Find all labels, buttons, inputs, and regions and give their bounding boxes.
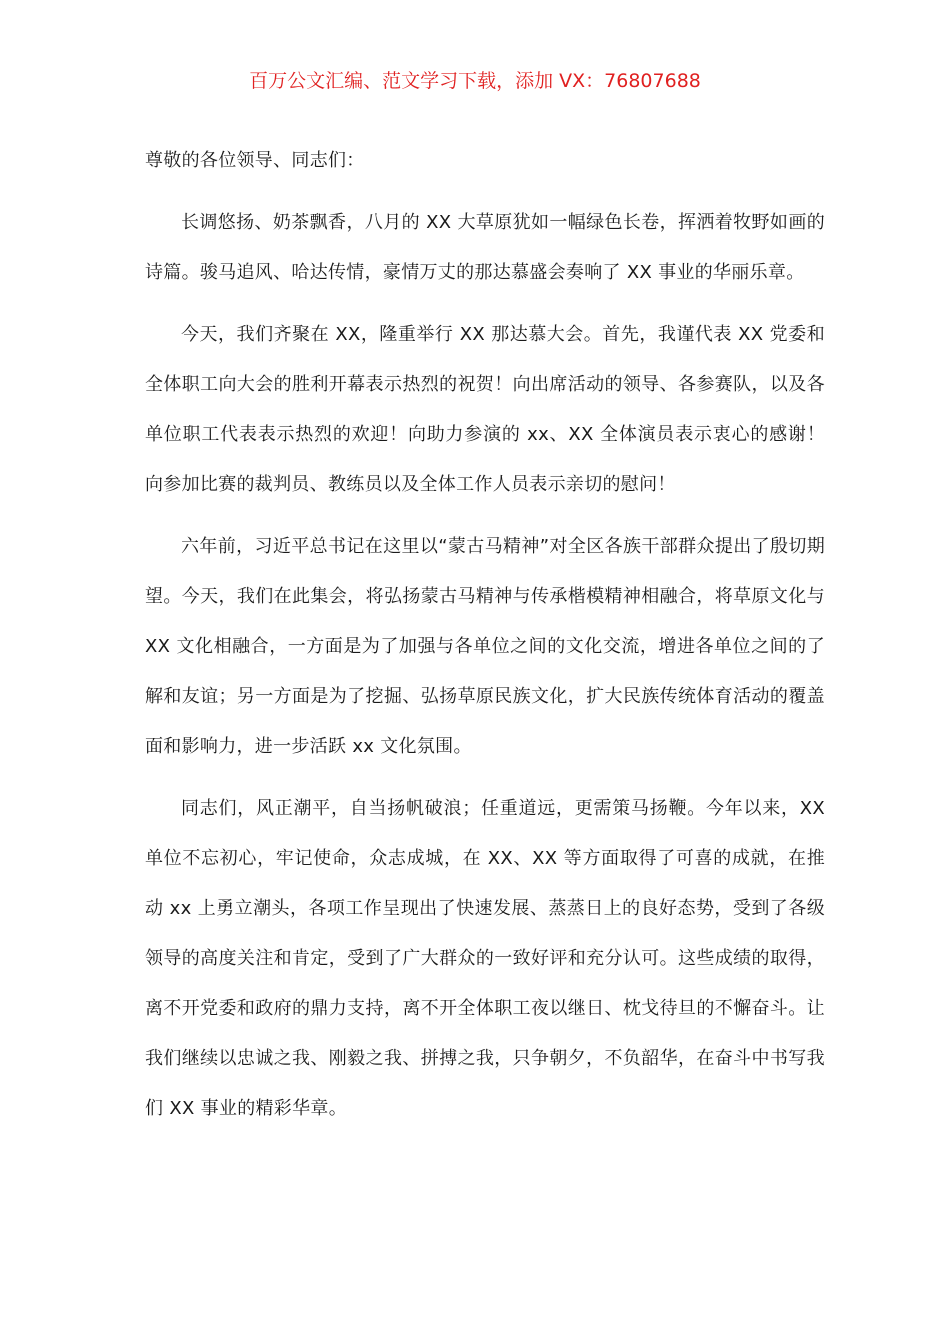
paragraph-4: 同志们，风正潮平，自当扬帆破浪；任重道远，更需策马扬鞭。今年以来，XX 单位不忘初心，牢记使命，众志成城，在 XX、XX 等方面取得了可喜的成就，在推动 xx 上勇立潮头，各项工作呈现出了快速发展、蒸蒸日上的良好态势，受到了各级领导的高度关注和肯定，受到了广大群众的一致好评和充分认可。这些成绩的取得，离不开党委和政府的鼎力支持，离不开全体职工夜以继日、枕戈待旦的不懈奋斗。让我们继续以忠诚之我、刚毅之我、拼搏之我，只争朝夕，不负韶华，在奋斗中书写我们 XX 事业的精彩华章。 [145,798,825,1119]
paragraph-2: 今天，我们齐聚在 XX，隆重举行 XX 那达慕大会。首先，我谨代表 XX 党委和全体职工向大会的胜利开幕表示热烈的祝贺！向出席活动的领导、各参赛队，以及各单位职工代表表示热烈的欢迎！向助力参演的 xx、XX 全体演员表示衷心的感谢！向参加比赛的裁判员、教练员以及全体工作人员表示亲切的慰问！ [145,324,825,495]
paragraph-1: 长调悠扬、奶茶飘香，八月的 XX 大草原犹如一幅绿色长卷，挥洒着牧野如画的诗篇。骏马追风、哈达传情，豪情万丈的那达慕盛会奏响了 XX 事业的华丽乐章。 [145,212,825,283]
paragraph-3: 六年前，习近平总书记在这里以“蒙古马精神”对全区各族干部群众提出了殷切期望。今天，我们在此集会，将弘扬蒙古马精神与传承楷模精神相融合，将草原文化与 XX 文化相融合，一方面是为了加强与各单位之间的文化交流，增进各单位之间的了解和友谊；另一方面是为了挖掘、弘扬草原民族文化，扩大民族传统体育活动的覆盖面和影响力，进一步活跃 xx 文化氛围。 [145,536,825,757]
salutation: 尊敬的各位领导、同志们： [145,150,365,171]
header-banner: 百万公文汇编、范文学习下载，添加 VX：76807688 [249,70,701,92]
document-body [145,136,825,1146]
